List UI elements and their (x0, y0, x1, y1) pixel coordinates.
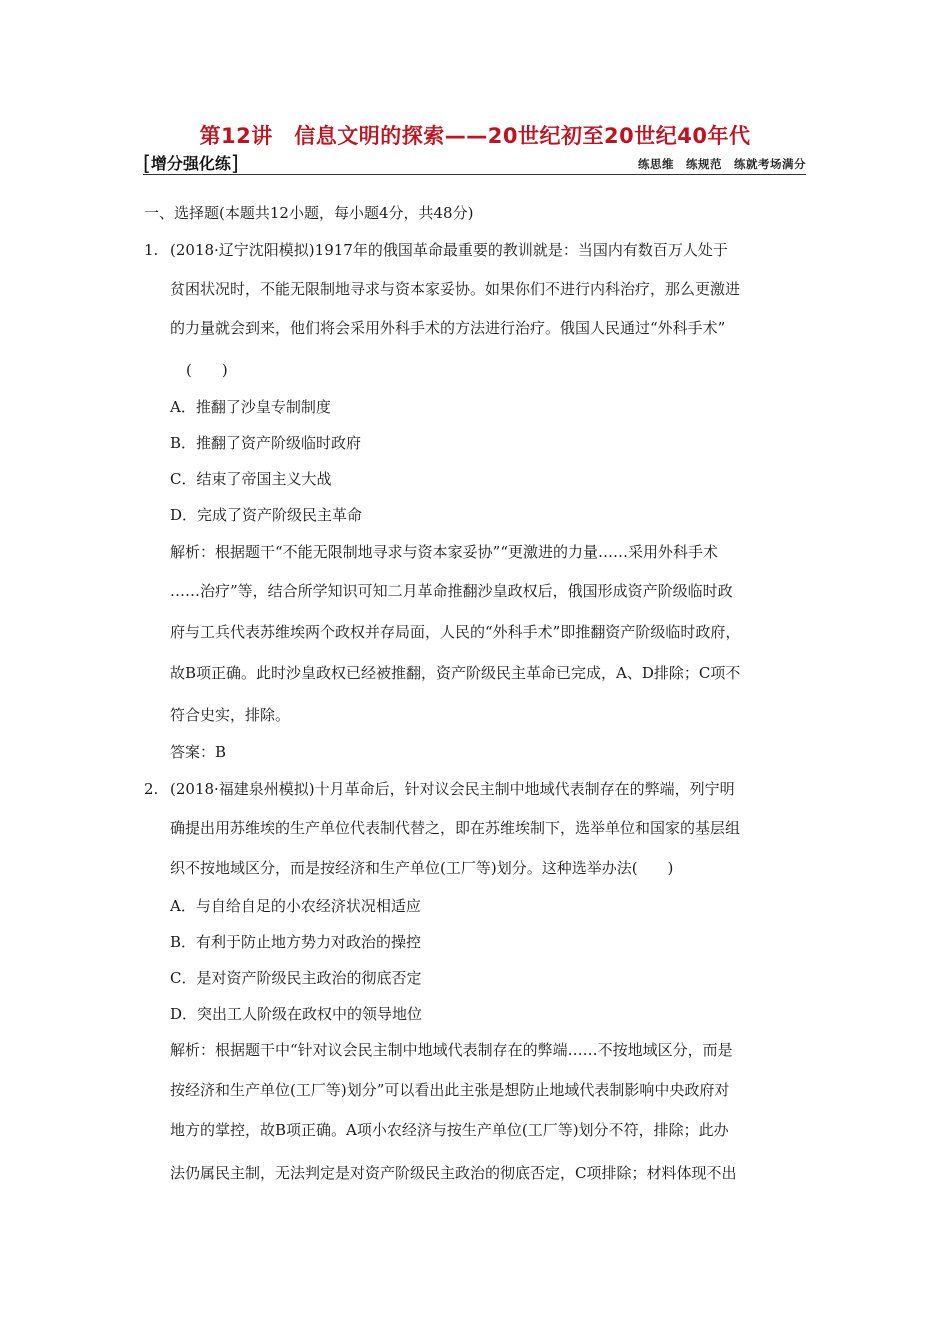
section-heading: 一、选择题(本题共12小题，每小题4分，共48分) (144, 204, 474, 222)
option-d: D．完成了资产阶级民主革命 (170, 506, 363, 524)
analysis-line: 符合史实，排除。 (170, 706, 291, 724)
option-c: C．是对资产阶级民主政治的彻底否定 (170, 969, 422, 987)
analysis-line: 故B项正确。此时沙皇政权已经被推翻，资产阶级民主革命已完成，A、D排除；C项不 (170, 664, 741, 682)
analysis-line: 解析：根据题干中“针对议会民主制中地域代表制存在的弊端……不按地域区分，而是 (170, 1041, 733, 1059)
question-number: 1. (144, 241, 159, 259)
lecture-title: 第12讲 信息文明的探索——20世纪初至20世纪40年代 (199, 124, 751, 148)
question-stem-line: (2018·辽宁沈阳模拟)1917年的俄国革命最重要的教训就是：当国内有数百万人处于 (170, 241, 728, 259)
answer-parentheses: ( ) (186, 361, 228, 379)
banner-rule (143, 174, 806, 175)
bracket-open: [ (143, 151, 151, 175)
practice-banner (143, 150, 806, 176)
question-stem-line: (2018·福建泉州模拟)十月革命后，针对议会民主制中地域代表制存在的弊端，列宁明 (170, 780, 735, 798)
option-a: A．与自给自足的小农经济状况相适应 (170, 897, 421, 915)
practice-tag-label: 增分强化练 (150, 154, 231, 173)
analysis-line: 法仍属民主制，无法判定是对资产阶级民主政治的彻底否定，C项排除；材料体现不出 (170, 1164, 737, 1182)
question-stem-line: 确提出用苏维埃的生产单位代表制代替之，即在苏维埃制下，选举单位和国家的基层组 (170, 819, 741, 837)
option-b: B．推翻了资产阶级临时政府 (170, 434, 362, 452)
analysis-line: ……治疗”等，结合所学知识可知二月革命推翻沙皇政权后，俄国形成资产阶级临时政 (170, 582, 733, 600)
bracket-close: ] (230, 151, 239, 175)
practice-tag (143, 150, 239, 174)
option-d: D．突出工人阶级在政权中的领导地位 (170, 1005, 423, 1023)
analysis-line: 地方的掌控，故B项正确。A项小农经济与按生产单位(工厂等)划分不符，排除；此办 (170, 1121, 729, 1139)
analysis-line: 按经济和生产单位(工厂等)划分”可以看出此主张是想防止地域代表制影响中央政府对 (170, 1081, 730, 1099)
question-number: 2. (144, 780, 159, 798)
option-c: C．结束了帝国主义大战 (170, 470, 332, 488)
analysis-line: 府与工兵代表苏维埃两个政权并存局面，人民的“外科手术”即推翻资产阶级临时政府， (170, 623, 741, 641)
question-stem-line: 的力量就会到来，他们将会采用外科手术的方法进行治疗。俄国人民通过“外科手术” (170, 319, 726, 337)
analysis-line: 解析：根据题干“不能无限制地寻求与资本家妥协”“更激进的力量……采用外科手术 (170, 543, 719, 561)
option-b: B．有利于防止地方势力对政治的操控 (170, 933, 422, 951)
question-stem-line: 织不按地域区分，而是按经济和生产单位(工厂等)划分。这种选举办法( ) (170, 859, 674, 877)
practice-motto: 练思维 练规范 练就考场满分 (638, 157, 806, 171)
answer-line: 答案：B (170, 743, 227, 761)
option-a: A．推翻了沙皇专制制度 (170, 398, 331, 416)
question-stem-line: 贫困状况时，不能无限制地寻求与资本家妥协。如果你们不进行内科治疗，那么更激进 (170, 280, 741, 298)
